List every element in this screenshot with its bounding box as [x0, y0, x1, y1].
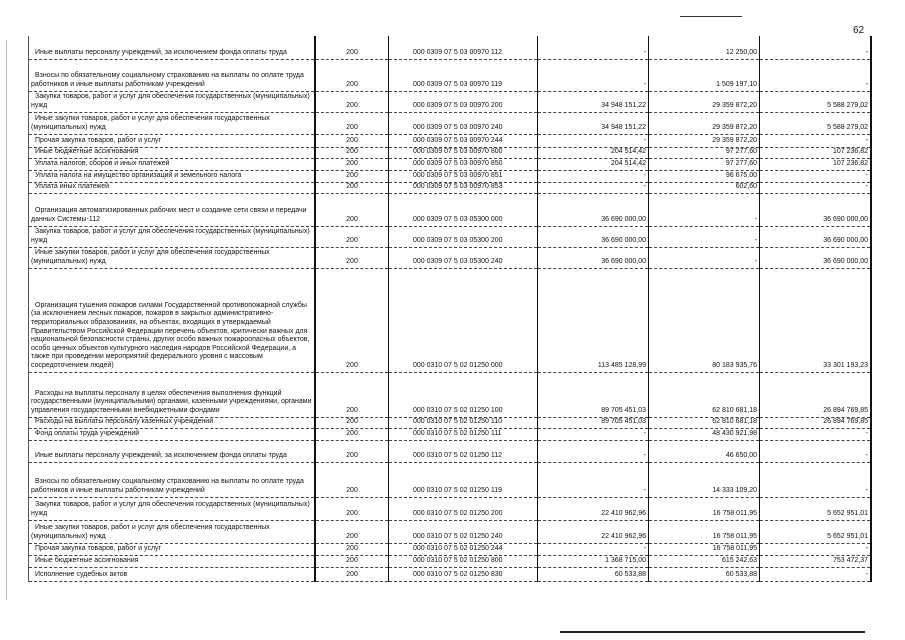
- budget-code-cell: 000 0310 07 5 02 01250 200: [389, 497, 538, 520]
- approved-amount-cell: -: [538, 134, 649, 147]
- budget-code-cell: 000 0310 07 5 02 01250 000: [389, 268, 538, 372]
- line-code-cell: 200: [315, 520, 389, 543]
- executed-amount-cell: 62 810 681,18: [649, 372, 760, 417]
- table-row: [29, 268, 872, 372]
- description-cell: Фонд оплаты труда учреждений: [29, 428, 316, 440]
- approved-amount-cell: -: [538, 462, 649, 497]
- executed-amount-cell: 12 250,00: [649, 36, 760, 59]
- table-row: [29, 193, 872, 226]
- description-cell: Расходы на выплаты персоналу в целях обеспечения выполнения функций государственными (муниципальными) органами, казенными учреждениями, органами управления государственными внебюджетными фондами: [29, 372, 316, 417]
- unexecuted-amount-cell: 5 652 951,01: [760, 520, 872, 543]
- approved-amount-cell: 22 410 962,96: [538, 497, 649, 520]
- description-cell: Иные бюджетные ассигнования: [29, 147, 316, 158]
- table-row: [29, 170, 872, 182]
- unexecuted-amount-cell: 33 301 193,23: [760, 268, 872, 372]
- budget-code-cell: 000 0309 07 5 03 00970 244: [389, 134, 538, 147]
- executed-amount-cell: -: [649, 193, 760, 226]
- executed-amount-cell: -: [649, 247, 760, 268]
- description-cell: Иные закупки товаров, работ и услуг для обеспечения государственных (муниципальных) нужд: [29, 112, 316, 134]
- executed-amount-cell: 80 183 935,76: [649, 268, 760, 372]
- line-code-cell: 200: [315, 567, 389, 581]
- budget-code-cell: 000 0309 07 5 03 00970 850: [389, 158, 538, 170]
- unexecuted-amount-cell: 5 652 951,01: [760, 497, 872, 520]
- approved-amount-cell: 22 410 962,96: [538, 520, 649, 543]
- budget-code-cell: 000 0310 07 5 02 01250 240: [389, 520, 538, 543]
- executed-amount-cell: 16 758 011,95: [649, 497, 760, 520]
- executed-amount-cell: 60 533,88: [649, 567, 760, 581]
- table-row: [29, 462, 872, 497]
- table-row: [29, 226, 872, 247]
- executed-amount-cell: 602,60: [649, 182, 760, 193]
- description-cell: Закупка товаров, работ и услуг для обеспечения государственных (муниципальных) нужд: [29, 497, 316, 520]
- line-code-cell: 200: [315, 417, 389, 428]
- executed-amount-cell: 62 810 681,18: [649, 417, 760, 428]
- unexecuted-amount-cell: -: [760, 543, 872, 555]
- approved-amount-cell: 89 705 451,03: [538, 417, 649, 428]
- description-cell: Уплата иных платежей: [29, 182, 316, 193]
- executed-amount-cell: 16 758 011,95: [649, 543, 760, 555]
- line-code-cell: 200: [315, 36, 389, 59]
- budget-code-cell: 000 0310 07 5 02 01250 244: [389, 543, 538, 555]
- line-code-cell: 200: [315, 112, 389, 134]
- budget-code-cell: 000 0309 07 5 03 00970 851: [389, 170, 538, 182]
- line-code-cell: 200: [315, 543, 389, 555]
- budget-code-cell: 000 0310 07 5 02 01250 800: [389, 555, 538, 567]
- approved-amount-cell: 204 514,42: [538, 147, 649, 158]
- executed-amount-cell: -: [649, 226, 760, 247]
- unexecuted-amount-cell: 5 588 279,02: [760, 112, 872, 134]
- description-cell: Уплата налогов, сборов и иных платежей: [29, 158, 316, 170]
- budget-code-cell: 000 0309 07 5 03 00970 200: [389, 91, 538, 112]
- approved-amount-cell: -: [538, 59, 649, 91]
- unexecuted-amount-cell: -: [760, 134, 872, 147]
- table-row: [29, 182, 872, 193]
- table-row: [29, 543, 872, 555]
- description-cell: Прочая закупка товаров, работ и услуг: [29, 134, 316, 147]
- budget-code-cell: 000 0309 07 5 03 00970 112: [389, 36, 538, 59]
- description-cell: Организация автоматизированных рабочих мест и создание сети связи и передачи данных Системы-112: [29, 193, 316, 226]
- line-code-cell: 200: [315, 59, 389, 91]
- table-row: [29, 555, 872, 567]
- budget-code-cell: 000 0309 07 5 03 05300 200: [389, 226, 538, 247]
- unexecuted-amount-cell: -: [760, 36, 872, 59]
- approved-amount-cell: 34 948 151,22: [538, 112, 649, 134]
- table-row: [29, 147, 872, 158]
- approved-amount-cell: 36 690 000,00: [538, 193, 649, 226]
- table-row: [29, 520, 872, 543]
- executed-amount-cell: 615 242,63: [649, 555, 760, 567]
- unexecuted-amount-cell: -: [760, 59, 872, 91]
- approved-amount-cell: -: [538, 543, 649, 555]
- approved-amount-cell: -: [538, 182, 649, 193]
- executed-amount-cell: 29 359 872,20: [649, 91, 760, 112]
- unexecuted-amount-cell: 107 236,82: [760, 147, 872, 158]
- approved-amount-cell: 36 690 000,00: [538, 226, 649, 247]
- line-code-cell: 200: [315, 268, 389, 372]
- unexecuted-amount-cell: 36 690 000,00: [760, 193, 872, 226]
- executed-amount-cell: 97 277,60: [649, 158, 760, 170]
- description-cell: Организация тушения пожаров силами Государственной противопожарной службы (за исключением лесных пожаров, пожаров в закрытых административно-территориальных образованиях, на объектах, входящих в утверждаемый Правительством Российской Федерации перечень объектов, критически важных для национальной безопасности страны, других особо важных пожароопасных объектов, особо ценных объектов культурного наследия народов Российской Федерации, а также при проведении мероприятий федерального уровня с массовым сосредоточением людей): [29, 268, 316, 372]
- description-cell: Закупка товаров, работ и услуг для обеспечения государственных (муниципальных) нужд: [29, 226, 316, 247]
- budget-code-cell: 000 0309 07 5 03 00970 853: [389, 182, 538, 193]
- top-rule: [680, 16, 742, 17]
- page-number: 62: [853, 25, 865, 36]
- approved-amount-cell: -: [538, 428, 649, 440]
- line-code-cell: 200: [315, 91, 389, 112]
- description-cell: Закупка товаров, работ и услуг для обеспечения государственных (муниципальных) нужд: [29, 91, 316, 112]
- table-row: [29, 428, 872, 440]
- scan-edge: [6, 40, 7, 600]
- approved-amount-cell: 1 368 715,00: [538, 555, 649, 567]
- description-cell: Иные бюджетные ассигнования: [29, 555, 316, 567]
- unexecuted-amount-cell: -: [760, 428, 872, 440]
- approved-amount-cell: 89 705 451,03: [538, 372, 649, 417]
- approved-amount-cell: -: [538, 440, 649, 462]
- approved-amount-cell: -: [538, 36, 649, 59]
- description-cell: Уплата налога на имущество организаций и земельного налога: [29, 170, 316, 182]
- line-code-cell: 200: [315, 226, 389, 247]
- executed-amount-cell: 29 359 872,20: [649, 112, 760, 134]
- unexecuted-amount-cell: 36 690 000,00: [760, 247, 872, 268]
- description-cell: Иные выплаты персоналу учреждений, за исключением фонда оплаты труда: [29, 440, 316, 462]
- unexecuted-amount-cell: -: [760, 440, 872, 462]
- unexecuted-amount-cell: 107 236,82: [760, 158, 872, 170]
- unexecuted-amount-cell: 26 894 769,85: [760, 417, 872, 428]
- description-cell: Исполнение судебных актов: [29, 567, 316, 581]
- executed-amount-cell: 97 277,60: [649, 147, 760, 158]
- unexecuted-amount-cell: 36 690 000,00: [760, 226, 872, 247]
- unexecuted-amount-cell: 5 588 279,02: [760, 91, 872, 112]
- budget-table: [28, 36, 872, 582]
- executed-amount-cell: 16 758 011,95: [649, 520, 760, 543]
- line-code-cell: 200: [315, 193, 389, 226]
- description-cell: Иные выплаты персоналу учреждений, за исключением фонда оплаты труда: [29, 36, 316, 59]
- executed-amount-cell: 96 675,00: [649, 170, 760, 182]
- approved-amount-cell: 36 690 000,00: [538, 247, 649, 268]
- table-row: [29, 440, 872, 462]
- approved-amount-cell: 113 485 128,99: [538, 268, 649, 372]
- table-row: [29, 497, 872, 520]
- executed-amount-cell: 48 430 921,98: [649, 428, 760, 440]
- description-cell: Иные закупки товаров, работ и услуг для обеспечения государственных (муниципальных) нужд: [29, 247, 316, 268]
- line-code-cell: 200: [315, 182, 389, 193]
- line-code-cell: 200: [315, 247, 389, 268]
- executed-amount-cell: 14 333 109,20: [649, 462, 760, 497]
- line-code-cell: 200: [315, 497, 389, 520]
- description-cell: Взносы по обязательному социальному страхованию на выплаты по оплате труда работников и иные выплаты работникам учреждений: [29, 59, 316, 91]
- approved-amount-cell: 60 533,88: [538, 567, 649, 581]
- table-row: [29, 567, 872, 581]
- budget-code-cell: 000 0310 07 5 02 01250 111: [389, 428, 538, 440]
- unexecuted-amount-cell: -: [760, 170, 872, 182]
- budget-code-cell: 000 0310 07 5 02 01250 112: [389, 440, 538, 462]
- budget-code-cell: 000 0310 07 5 02 01250 100: [389, 372, 538, 417]
- description-cell: Взносы по обязательному социальному страхованию на выплаты по оплате труда работников и иные выплаты работникам учреждений: [29, 462, 316, 497]
- table-row: [29, 247, 872, 268]
- approved-amount-cell: -: [538, 170, 649, 182]
- table-row: [29, 158, 872, 170]
- line-code-cell: 200: [315, 440, 389, 462]
- budget-code-cell: 000 0310 07 5 02 01250 830: [389, 567, 538, 581]
- budget-code-cell: 000 0309 07 5 03 00970 119: [389, 59, 538, 91]
- approved-amount-cell: 204 514,42: [538, 158, 649, 170]
- budget-code-cell: 000 0309 07 5 03 00970 800: [389, 147, 538, 158]
- table-row: [29, 134, 872, 147]
- executed-amount-cell: 1 509 197,10: [649, 59, 760, 91]
- table-row: [29, 112, 872, 134]
- description-cell: Иные закупки товаров, работ и услуг для обеспечения государственных (муниципальных) нужд: [29, 520, 316, 543]
- table-row: [29, 417, 872, 428]
- line-code-cell: 200: [315, 158, 389, 170]
- line-code-cell: 200: [315, 428, 389, 440]
- table-row: [29, 59, 872, 91]
- budget-code-cell: 000 0310 07 5 02 01250 119: [389, 462, 538, 497]
- unexecuted-amount-cell: -: [760, 462, 872, 497]
- budget-code-cell: 000 0310 07 5 02 01250 110: [389, 417, 538, 428]
- budget-code-cell: 000 0309 07 5 03 05300 240: [389, 247, 538, 268]
- budget-code-cell: 000 0309 07 5 03 05300 000: [389, 193, 538, 226]
- executed-amount-cell: 29 359 872,20: [649, 134, 760, 147]
- table-row: [29, 36, 872, 59]
- line-code-cell: 200: [315, 170, 389, 182]
- line-code-cell: 200: [315, 462, 389, 497]
- executed-amount-cell: 46 650,00: [649, 440, 760, 462]
- approved-amount-cell: 34 948 151,22: [538, 91, 649, 112]
- line-code-cell: 200: [315, 555, 389, 567]
- description-cell: Расходы на выплаты персоналу казенных учреждений: [29, 417, 316, 428]
- unexecuted-amount-cell: 753 472,37: [760, 555, 872, 567]
- table-row: [29, 372, 872, 417]
- line-code-cell: 200: [315, 372, 389, 417]
- unexecuted-amount-cell: -: [760, 182, 872, 193]
- budget-code-cell: 000 0309 07 5 03 00970 240: [389, 112, 538, 134]
- unexecuted-amount-cell: 26 894 769,85: [760, 372, 872, 417]
- bottom-rule: [560, 631, 865, 633]
- description-cell: Прочая закупка товаров, работ и услуг: [29, 543, 316, 555]
- unexecuted-amount-cell: -: [760, 567, 872, 581]
- line-code-cell: 200: [315, 147, 389, 158]
- line-code-cell: 200: [315, 134, 389, 147]
- table-row: [29, 91, 872, 112]
